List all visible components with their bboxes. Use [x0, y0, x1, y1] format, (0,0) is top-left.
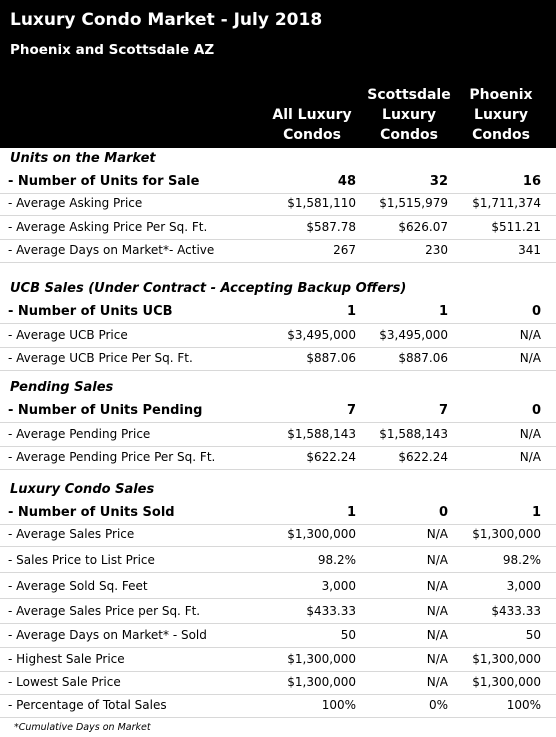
table-row [0, 325, 556, 348]
value-phoenix: N/A [519, 351, 541, 365]
value-all-luxury: 7 [346, 403, 356, 418]
value-all-luxury: $887.06 [306, 351, 356, 365]
column-header-all-luxury: All Luxury Condos [272, 107, 352, 143]
page-subtitle: Phoenix and Scottsdale AZ [10, 42, 215, 58]
value-scottsdale: $626.07 [398, 220, 448, 234]
value-all-luxury: 3,000 [321, 579, 356, 593]
value-scottsdale: $887.06 [398, 351, 448, 365]
value-scottsdale: N/A [426, 628, 448, 642]
row-label: - Highest Sale Price [8, 652, 125, 666]
row-label: - Percentage of Total Sales [8, 698, 167, 712]
table-row [0, 550, 556, 573]
value-all-luxury: $622.24 [306, 450, 356, 464]
value-scottsdale: $1,588,143 [379, 427, 448, 441]
row-label: - Average Asking Price [8, 196, 143, 210]
value-scottsdale: N/A [426, 579, 448, 593]
value-all-luxury: 267 [333, 243, 356, 257]
value-phoenix: 1 [531, 505, 541, 520]
column-header-scottsdale: Scottsdale Luxury Condos [367, 87, 451, 143]
row-label: - Average Pending Price Per Sq. Ft. [8, 450, 216, 464]
table-row [0, 400, 556, 423]
value-phoenix: N/A [519, 328, 541, 342]
row-label: - Average Days on Market* - Sold [8, 628, 207, 642]
table-row [0, 301, 556, 324]
row-label: - Number of Units UCB [8, 304, 173, 319]
table-row [0, 447, 556, 470]
value-all-luxury: $1,300,000 [287, 675, 356, 689]
table-row [0, 576, 556, 599]
page-title: Luxury Condo Market - July 2018 [10, 10, 323, 30]
table-row [0, 348, 556, 371]
value-scottsdale: N/A [426, 553, 448, 567]
table-row [0, 502, 556, 525]
row-label: - Average Days on Market*- Active [8, 243, 215, 257]
value-phoenix: $1,300,000 [472, 675, 541, 689]
value-all-luxury: 50 [340, 628, 356, 642]
value-scottsdale: 0 [438, 505, 448, 520]
value-all-luxury: $3,495,000 [287, 328, 356, 342]
value-scottsdale: N/A [426, 527, 448, 541]
value-all-luxury: $433.33 [306, 604, 356, 618]
value-all-luxury: $1,300,000 [287, 652, 356, 666]
value-phoenix: 50 [525, 628, 541, 642]
value-phoenix: 100% [506, 698, 541, 712]
section-title: Units on the Market [10, 151, 156, 166]
table-row [0, 695, 556, 718]
value-scottsdale: N/A [426, 675, 448, 689]
table-row [0, 649, 556, 672]
value-all-luxury: 98.2% [317, 553, 356, 567]
column-header-phoenix: Phoenix Luxury Condos [469, 87, 533, 143]
value-scottsdale: 1 [438, 304, 448, 319]
row-label: - Number of Units Sold [8, 505, 175, 520]
value-phoenix: N/A [519, 450, 541, 464]
value-phoenix: $511.21 [491, 220, 541, 234]
value-all-luxury: 1 [346, 304, 356, 319]
row-label: - Average Pending Price [8, 427, 151, 441]
table-row [0, 240, 556, 263]
row-label: - Average UCB Price Per Sq. Ft. [8, 351, 193, 365]
section-title: UCB Sales (Under Contract - Accepting Backup Offers) [10, 281, 407, 296]
value-phoenix: 341 [518, 243, 541, 257]
row-label: - Sales Price to List Price [8, 553, 155, 567]
table-row [0, 217, 556, 240]
table-row [0, 424, 556, 447]
value-phoenix: 16 [522, 174, 541, 189]
value-scottsdale: 0% [428, 698, 448, 712]
value-scottsdale: N/A [426, 652, 448, 666]
section-title: Pending Sales [10, 380, 114, 395]
table-row [0, 171, 556, 194]
value-scottsdale: 230 [425, 243, 448, 257]
row-label: - Average Sales Price per Sq. Ft. [8, 604, 201, 618]
table-row [0, 601, 556, 624]
value-scottsdale: $3,495,000 [379, 328, 448, 342]
value-all-luxury: 1 [346, 505, 356, 520]
section-title: Luxury Condo Sales [10, 482, 155, 497]
row-label: - Number of Units Pending [8, 403, 203, 418]
value-phoenix: $1,300,000 [472, 527, 541, 541]
value-scottsdale: N/A [426, 604, 448, 618]
value-phoenix: 98.2% [502, 553, 541, 567]
value-phoenix: $1,711,374 [472, 196, 541, 210]
value-phoenix: $1,300,000 [472, 652, 541, 666]
row-label: - Average Sales Price [8, 527, 135, 541]
value-all-luxury: 48 [337, 174, 356, 189]
value-phoenix: $433.33 [491, 604, 541, 618]
table-row [0, 193, 556, 216]
value-all-luxury: $1,300,000 [287, 527, 356, 541]
value-all-luxury: 100% [321, 698, 356, 712]
value-scottsdale: 7 [438, 403, 448, 418]
value-phoenix: 0 [531, 304, 541, 319]
value-phoenix: 0 [531, 403, 541, 418]
row-label: - Average Asking Price Per Sq. Ft. [8, 220, 208, 234]
row-label: - Average Sold Sq. Feet [8, 579, 148, 593]
value-all-luxury: $587.78 [306, 220, 356, 234]
value-scottsdale: $1,515,979 [379, 196, 448, 210]
value-all-luxury: $1,588,143 [287, 427, 356, 441]
row-label: - Lowest Sale Price [8, 675, 121, 689]
value-phoenix: N/A [519, 427, 541, 441]
header-banner [0, 0, 556, 148]
footnote: *Cumulative Days on Market [14, 722, 151, 733]
table-row [0, 672, 556, 695]
value-scottsdale: $622.24 [398, 450, 448, 464]
row-label: - Number of Units for Sale [8, 174, 200, 189]
value-all-luxury: $1,581,110 [287, 196, 356, 210]
table-row [0, 524, 556, 547]
value-scottsdale: 32 [429, 174, 448, 189]
row-label: - Average UCB Price [8, 328, 128, 342]
value-phoenix: 3,000 [506, 579, 541, 593]
table-row [0, 625, 556, 648]
